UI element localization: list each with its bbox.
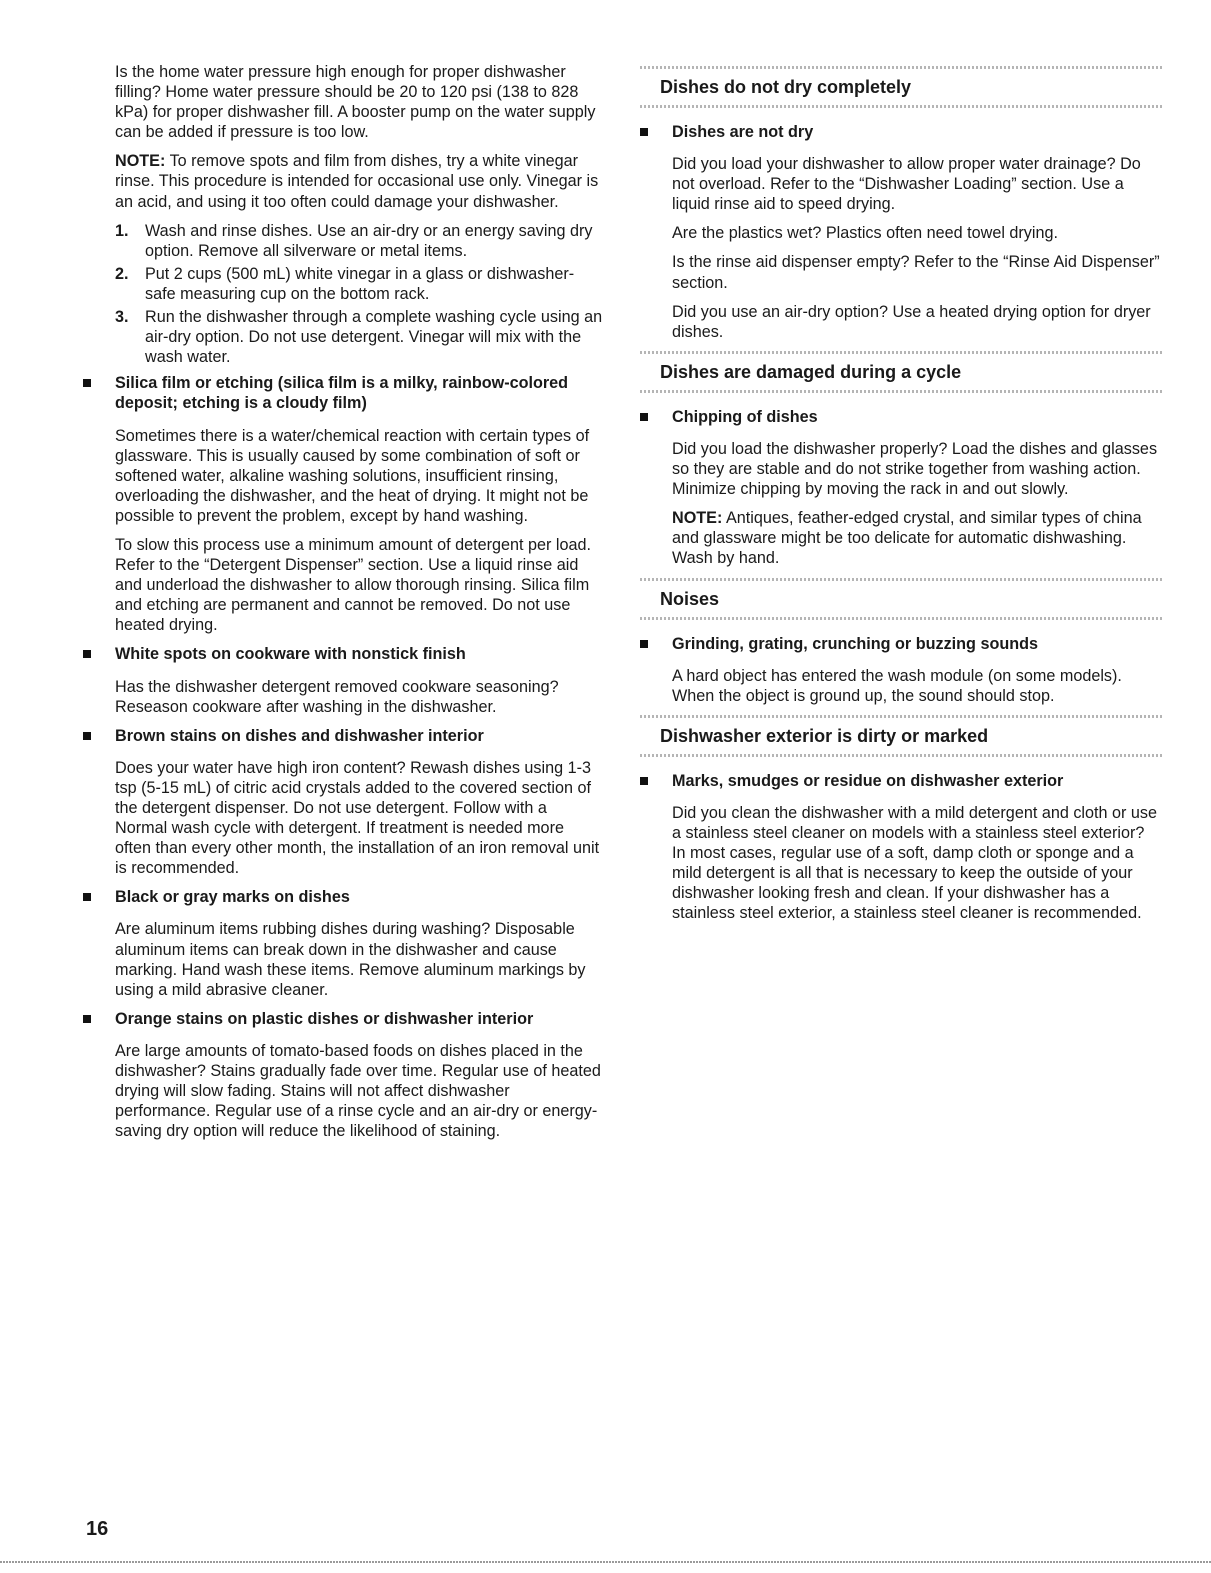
silica-paragraph-2: To slow this process use a minimum amount of detergent per load. Refer to the “Detergent Dispenser” section. Use a liquid rinse aid and underload the dishwasher to allow thorough rinsing. Silica film and etching are permanent and cannot be removed. Do not use heated drying. xyxy=(115,535,591,635)
bullet-square-icon xyxy=(83,732,91,740)
bullet-square-icon xyxy=(83,893,91,901)
note-label: NOTE: xyxy=(115,152,166,171)
right-column xyxy=(640,62,1162,932)
section-exterior xyxy=(640,715,1162,757)
white-spots-heading: White spots on cookware with nonstick finish xyxy=(83,644,603,664)
dry-paragraph-2: Are the plastics wet? Plastics often need towel drying. xyxy=(672,224,1059,243)
section-title: Dishes are damaged during a cycle xyxy=(660,361,962,382)
bullet-square-icon xyxy=(640,640,648,648)
brown-stains-paragraph: Does your water have high iron content? Rewash dishes using 1-3 tsp (5-15 mL) of citric acid crystals added to the covered section of the detergent dispenser. Do not use detergent. Follow with a Normal wash cycle with detergent. If treatment is needed more often than every other month, the installation of an iron removal unit is recommended. xyxy=(115,758,600,878)
white-spots-paragraph: Has the dishwasher detergent removed cookware seasoning? Reseason cookware after washing in the dishwasher. xyxy=(115,677,559,716)
section-noises xyxy=(640,578,1162,620)
bullet-square-icon xyxy=(83,379,91,387)
note-text: Antiques, feather-edged crystal, and similar types of china and glassware might be too delicate for automatic dishwashing. Wash by hand. xyxy=(672,509,1142,568)
marks-heading: Marks, smudges or residue on dishwasher exterior xyxy=(640,771,1162,791)
black-marks-paragraph: Are aluminum items rubbing dishes during washing? Disposable aluminum items can break down in the dishwasher and cause marking. Hand wash these items. Remove aluminum markings by using a mild abrasive cleaner. xyxy=(115,920,586,999)
bullet-square-icon xyxy=(640,128,648,136)
dry-paragraph-4: Did you use an air-dry option? Use a heated drying option for dryer dishes. xyxy=(672,302,1151,341)
step-item xyxy=(115,264,603,304)
grinding-heading: Grinding, grating, crunching or buzzing sounds xyxy=(640,634,1162,654)
dry-paragraph-3: Is the rinse aid dispenser empty? Refer to the “Rinse Aid Dispenser” section. xyxy=(672,253,1160,292)
dry-paragraph-1: Did you load your dishwasher to allow proper water drainage? Do not overload. Refer to the “Dishwasher Loading” section. Use a liquid rinse aid to speed drying. xyxy=(672,155,1141,214)
grinding-paragraph: A hard object has entered the wash module (on some models). When the object is ground up, the sound should stop. xyxy=(672,666,1122,705)
brown-stains-heading: Brown stains on dishes and dishwasher interior xyxy=(83,726,603,746)
vinegar-steps xyxy=(115,221,603,368)
orange-stains-heading: Orange stains on plastic dishes or dishwasher interior xyxy=(83,1009,603,1029)
bullet-square-icon xyxy=(640,413,648,421)
bullet-square-icon xyxy=(83,1015,91,1023)
step-text: Put 2 cups (500 mL) white vinegar in a glass or dishwasher-safe measuring cup on the bottom rack. xyxy=(145,264,575,303)
silica-film-heading: Silica film or etching (silica film is a milky, rainbow-colored deposit; etching is a cloudy film) xyxy=(83,373,603,413)
chipping-paragraph: Did you load the dishwasher properly? Load the dishes and glasses so they are stable and do not strike together from washing action. Minimize chipping by moving the rack in and out slowly. xyxy=(672,439,1158,499)
marks-paragraph: Did you clean the dishwasher with a mild detergent and cloth or use a stainless steel cleaner on models with a stainless steel exterior? In most cases, regular use of a soft, damp cloth or sponge and a mild detergent is all that is necessary to keep the outside of your dishwasher looking fresh and clean. If your dishwasher has a stainless steel exterior, a stainless steel cleaner is recommended. xyxy=(672,803,1158,923)
step-item xyxy=(115,307,603,367)
note-text: To remove spots and film from dishes, try a white vinegar rinse. This procedure is intended for occasional use only. Vinegar is an acid, and using it too often could damage your dishwasher. xyxy=(115,152,599,211)
orange-stains-paragraph: Are large amounts of tomato-based foods on dishes placed in the dishwasher? Stains gradually fade over time. Regular use of heated drying will slow fading. Stains will not affect dishwasher performance. Regular use of a rinse cycle and an air-dry or energy-saving dry option will reduce the likelihood of staining. xyxy=(115,1041,601,1141)
step-item xyxy=(115,221,603,261)
black-marks-heading: Black or gray marks on dishes xyxy=(83,887,603,907)
vinegar-note xyxy=(115,151,603,211)
dishes-not-dry-heading: Dishes are not dry xyxy=(640,122,1162,142)
section-dishes-not-dry xyxy=(640,66,1162,108)
note-label: NOTE: xyxy=(672,509,723,528)
page-number: 16 xyxy=(86,1518,109,1540)
step-number: 1. xyxy=(115,221,129,240)
section-dishes-damaged xyxy=(640,351,1162,393)
bullet-square-icon xyxy=(640,777,648,785)
antiques-note xyxy=(672,508,1162,568)
section-title: Dishes do not dry completely xyxy=(660,77,912,97)
bottom-divider xyxy=(0,1561,1211,1563)
water-pressure-paragraph: Is the home water pressure high enough for proper dishwasher filling? Home water pressure should be 20 to 120 psi (138 to 828 kPa) for proper dishwasher fill. A booster pump on the water supply can be added if pressure is too low. xyxy=(115,63,596,142)
silica-paragraph-1: Sometimes there is a water/chemical reaction with certain types of glassware. This is usually caused by some combination of soft or softened water, alkaline washing solutions, insufficient rinsing, overloading the dishwasher, and the heat of drying. It might not be possible to prevent the problem, except by hand washing. xyxy=(115,426,590,525)
step-number: 2. xyxy=(115,264,129,283)
step-text: Wash and rinse dishes. Use an air-dry or an energy saving dry option. Remove all silverware or metal items. xyxy=(145,221,593,260)
section-title: Dishwasher exterior is dirty or marked xyxy=(660,725,989,746)
chipping-heading: Chipping of dishes xyxy=(640,407,1162,427)
step-text: Run the dishwasher through a complete washing cycle using an air-dry option. Do not use detergent. Vinegar will mix with the wash water. xyxy=(145,308,603,367)
left-column xyxy=(115,62,603,1150)
bullet-square-icon xyxy=(83,650,91,658)
step-number: 3. xyxy=(115,308,129,327)
section-title: Noises xyxy=(660,588,720,609)
